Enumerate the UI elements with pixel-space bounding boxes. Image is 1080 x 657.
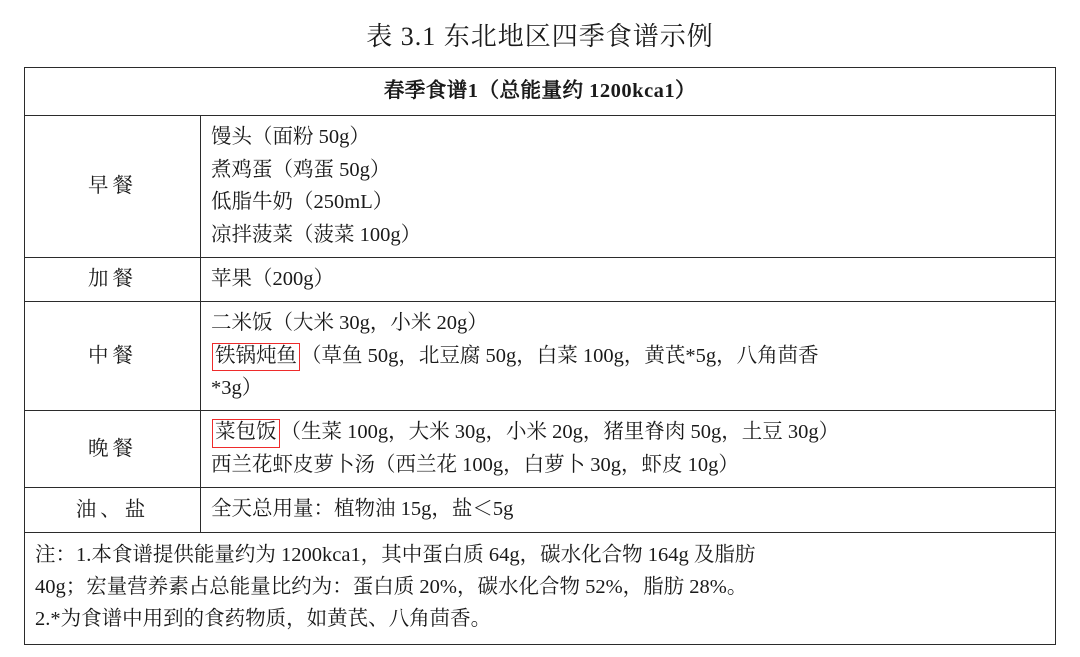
meal-item: 煮鸡蛋（鸡蛋 50g） xyxy=(211,158,391,181)
meal-item: 凉拌菠菜（菠菜 100g） xyxy=(211,223,422,246)
meal-item: 苹果（200g） xyxy=(211,267,334,290)
meal-item: 馒头（面粉 50g） xyxy=(211,126,370,149)
note-line: 2.*为食谱中用到的食药物质，如黄芪、八角茴香。 xyxy=(35,608,492,631)
note-line: 40g；宏量营养素占总能量比约为：蛋白质 20%，碳水化合物 52%，脂肪 28%。 xyxy=(35,575,748,598)
meal-item: 低脂牛奶（250mL） xyxy=(211,191,394,214)
table-row xyxy=(25,116,1056,258)
meal-label-lunch: 中餐 xyxy=(25,302,201,411)
meal-item-wrap: *3g） xyxy=(211,377,263,399)
table-notes xyxy=(25,532,1056,644)
table-header-title: 春季食谱1（总能量约 1200kca1） xyxy=(25,68,1056,116)
meal-item: 二米饭（大米 30g，小米 20g） xyxy=(211,312,488,335)
table-row xyxy=(25,302,1056,411)
meal-item-detail: （草鱼 50g，北豆腐 50g，白菜 100g，黄芪*5g，八角茴香 xyxy=(301,344,819,367)
meal-item-highlighted xyxy=(211,416,1055,448)
meal-content-oil-salt xyxy=(201,488,1056,532)
table-caption: 表 3.1 东北地区四季食谱示例 xyxy=(366,22,714,51)
note-line: 注：1.本食谱提供能量约为 1200kca1，其中蛋白质 64g，碳水化合物 164g 及脂肪 xyxy=(35,543,756,566)
table-row xyxy=(25,411,1056,488)
table-row xyxy=(25,488,1056,532)
meal-content-lunch xyxy=(201,302,1056,411)
meal-content-snack xyxy=(201,257,1056,301)
table-header-row xyxy=(25,68,1056,116)
meal-label-snack: 加餐 xyxy=(25,257,201,301)
meal-label-breakfast: 早餐 xyxy=(25,116,201,258)
meal-item: 西兰花虾皮萝卜汤（西兰花 100g，白萝卜 30g，虾皮 10g） xyxy=(211,453,739,476)
meal-label-dinner: 晚餐 xyxy=(25,411,201,488)
highlight-box-lunch-dish: 铁锅炖鱼 xyxy=(212,343,300,372)
meal-item-highlighted xyxy=(211,340,1055,372)
table-row xyxy=(25,257,1056,301)
meal-item: 全天总用量：植物油 15g，盐＜5g xyxy=(211,498,514,521)
meal-label-oil-salt: 油、盐 xyxy=(25,488,201,532)
meal-content-dinner xyxy=(201,411,1056,488)
meal-item-detail: （生菜 100g，大米 30g，小米 20g，猪里脊肉 50g，土豆 30g） xyxy=(280,421,840,444)
highlight-box-dinner-dish: 菜包饭 xyxy=(212,419,280,448)
meal-content-breakfast xyxy=(201,116,1056,258)
recipe-table xyxy=(24,67,1056,645)
table-notes-row xyxy=(25,532,1056,644)
